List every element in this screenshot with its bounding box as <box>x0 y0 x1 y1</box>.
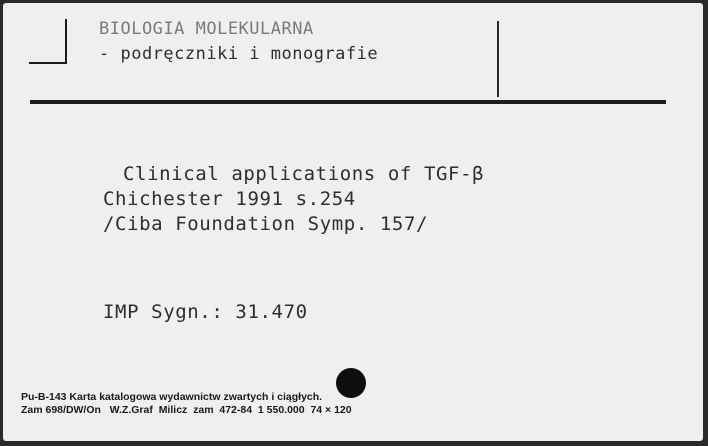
entry-title: Clinical applications of TGF-β <box>123 163 485 185</box>
punch-hole <box>336 368 366 398</box>
corner-bracket-vertical <box>65 19 67 64</box>
header-rule <box>30 100 666 104</box>
category-heading: BIOLOGIA MOLEKULARNA <box>99 19 314 39</box>
entry-signature: IMP Sygn.: 31.470 <box>103 301 308 323</box>
header-divider <box>497 21 499 97</box>
footer-line-2: Zam 698/DW/On W.Z.Graf Milicz zam 472-84 1 550.000 74 × 120 <box>21 404 352 416</box>
catalog-card <box>3 3 703 441</box>
corner-bracket-horizontal <box>29 62 67 64</box>
category-subheading: - podręczniki i monografie <box>99 44 379 64</box>
entry-publisher: Chichester 1991 s.254 <box>103 188 356 210</box>
entry-series: /Ciba Foundation Symp. 157/ <box>103 213 429 235</box>
footer-line-1: Pu-B-143 Karta katalogowa wydawnictw zwartych i ciągłych. <box>21 391 323 403</box>
